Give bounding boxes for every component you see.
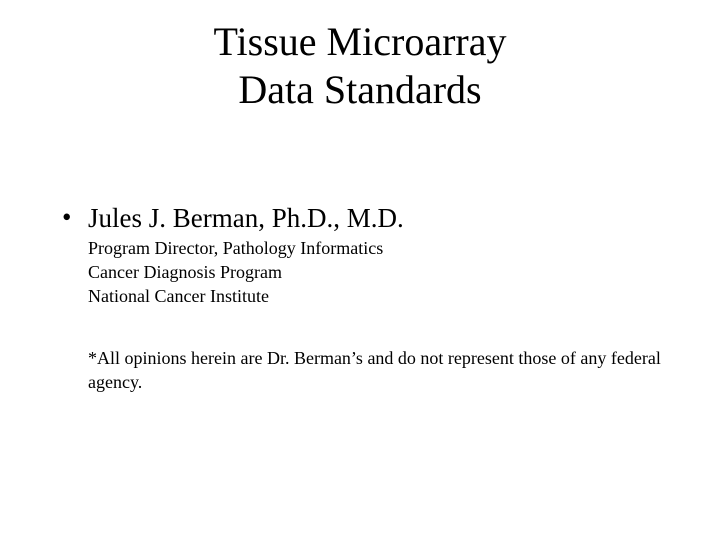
slide-title — [0, 18, 720, 114]
affiliation-line: Cancer Diagnosis Program — [88, 262, 282, 282]
affiliation-line: Program Director, Pathology Informatics — [88, 238, 384, 258]
affiliation-line: National Cancer Institute — [88, 286, 269, 306]
author-name: Jules J. Berman, Ph.D., M.D. — [88, 203, 404, 233]
title-line-2: Data Standards — [238, 67, 482, 112]
disclaimer: *All opinions herein are Dr. Berman’s and do not represent those of any federal agency. — [88, 348, 661, 392]
bullet-icon: • — [62, 202, 72, 232]
author-affiliation — [88, 236, 383, 308]
title-line-1: Tissue Microarray — [213, 19, 507, 64]
